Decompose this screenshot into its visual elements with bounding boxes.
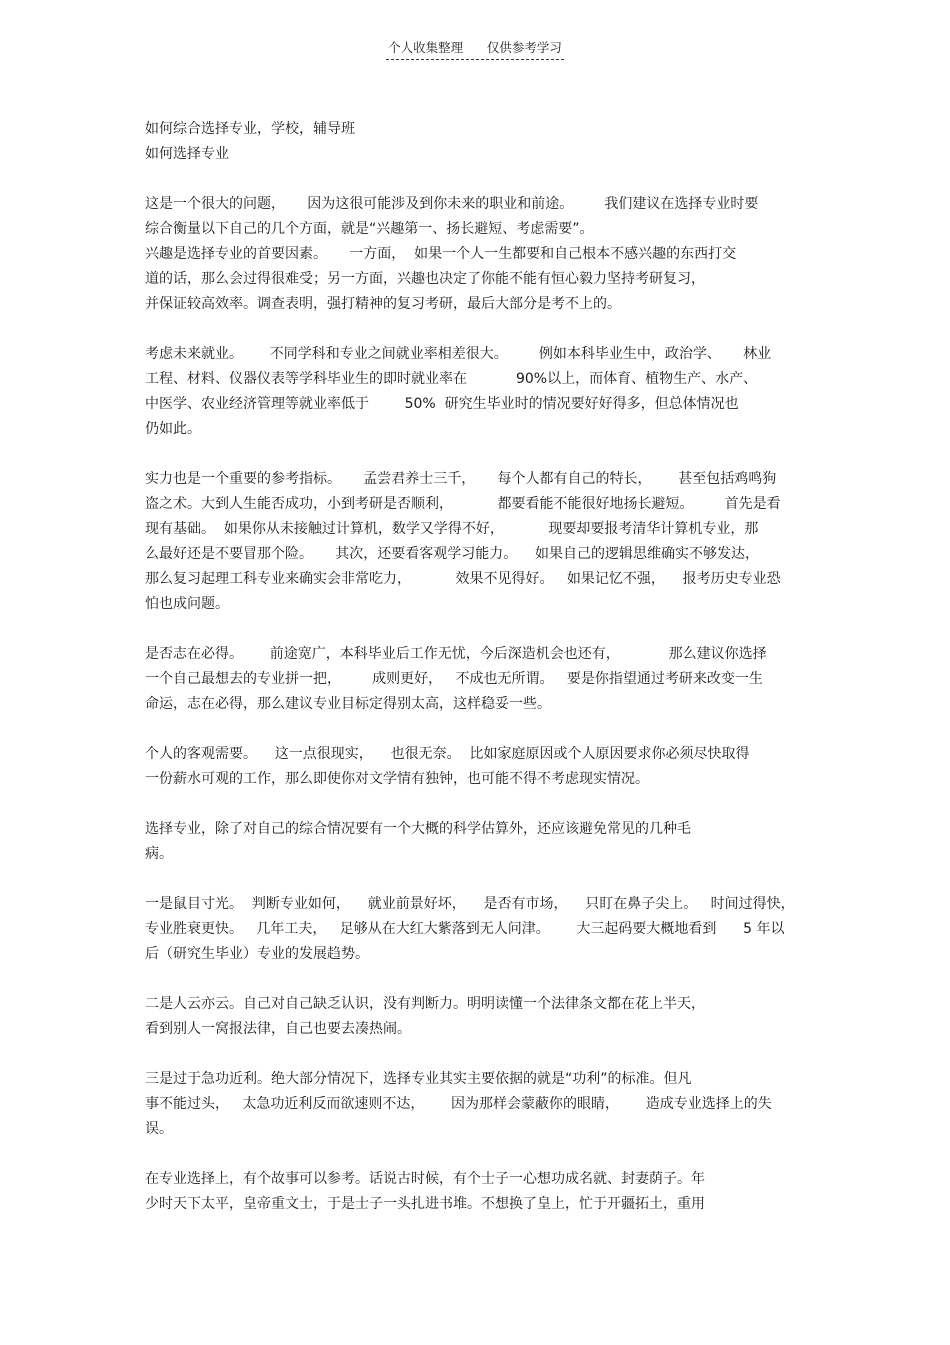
paragraph-line: 并保证较高效率。调查表明，强打精神的复习考研，最后大部分是考不上的。 xyxy=(145,296,621,312)
document-title: 如何综合选择专业，学校，辅导班 xyxy=(145,121,355,137)
paragraph-story xyxy=(145,1167,810,1217)
paragraph-line: 专业胜衰更快。 几年工夫， 足够从在大红大紫落到无人问津。 大三起码要大概地看到 5 年以 xyxy=(145,921,785,937)
paragraph-line: 盗之术。大到人生能否成功，小到考研是否顺利， 都要看能不能很好地扬长避短。 首先是看 xyxy=(145,496,781,512)
paragraph-line: 一份薪水可观的工作，那么即使你对文学情有独钟，也可能不得不考虑现实情况。 xyxy=(145,771,649,787)
paragraph-line: 工程、材料、仪器仪表等学科毕业生的即时就业率在 90%以上，而体育、植物生产、水产、 xyxy=(145,371,758,387)
paragraph-line: 事不能过头， 太急功近利反而欲速则不达， 因为那样会蒙蔽你的眼睛， 造成专业选择上的失 xyxy=(145,1096,772,1112)
page-header xyxy=(0,38,950,60)
paragraph-line: 误。 xyxy=(145,1121,173,1137)
paragraph-interest xyxy=(145,192,810,317)
paragraph-line: 二是人云亦云。自己对自己缺乏认识，没有判断力。明明读懂一个法律条文都在花上半天， xyxy=(145,996,705,1012)
document-body xyxy=(145,117,810,1217)
paragraph-line: 看到别人一窝报法律，自己也要去凑热闹。 xyxy=(145,1021,411,1037)
paragraph-line: 选择专业，除了对自己的综合情况要有一个大概的科学估算外，还应该避免常见的几种毛 xyxy=(145,821,691,837)
paragraph-personal-needs xyxy=(145,742,810,792)
paragraph-common-mistakes xyxy=(145,817,810,867)
paragraph-line: 三是过于急功近利。绝大部分情况下，选择专业其实主要依据的就是“功利”的标准。但凡 xyxy=(145,1071,692,1087)
paragraph-line: 后（研究生毕业）专业的发展趋势。 xyxy=(145,946,369,962)
paragraph-line: 现有基础。 如果你从未接触过计算机，数学又学得不好， 现要却要报考清华计算机专业，那 xyxy=(145,521,759,537)
paragraph-employment xyxy=(145,342,810,442)
paragraph-line: 么最好还是不要冒那个险。 其次，还要看客观学习能力。 如果自己的逻辑思维确实不够发达， xyxy=(145,546,760,562)
paragraph-line: 个人的客观需要。 这一点很现实， 也很无奈。 比如家庭原因或个人原因要求你必须尽快取得 xyxy=(145,746,750,762)
paragraph-line: 一个自己最想去的专业拼一把， 成则更好， 不成也无所谓。 要是你指望通过考研来改变一生 xyxy=(145,671,763,687)
paragraph-line: 这是一个很大的问题， 因为这很可能涉及到你未来的职业和前途。 我们建议在选择专业时要 xyxy=(145,196,759,212)
paragraph-line: 仍如此。 xyxy=(145,421,201,437)
paragraph-line: 综合衡量以下自己的几个方面，就是“兴趣第一、扬长避短、考虑需要”。 xyxy=(145,221,594,237)
paragraph-line: 道的话，那么会过得很难受；另一方面，兴趣也决定了你能不能有恒心毅力坚持考研复习， xyxy=(145,271,705,287)
paragraph-following-crowd xyxy=(145,992,810,1042)
paragraph-ability xyxy=(145,467,810,617)
section-heading: 如何选择专业 xyxy=(145,146,229,162)
paragraph-line: 中医学、农业经济管理等就业率低于 50% 研究生毕业时的情况要好好得多，但总体情况也 xyxy=(145,396,739,412)
paragraph-line: 命运，志在必得，那么建议专业目标定得别太高，这样稳妥一些。 xyxy=(145,696,551,712)
paragraph-line: 兴趣是选择专业的首要因素。 一方面， 如果一个人一生都要和自己根本不感兴趣的东西打交 xyxy=(145,246,737,262)
header-text: 个人收集整理 仅供参考学习 xyxy=(386,38,564,60)
paragraph-line: 怕也成问题。 xyxy=(145,596,229,612)
paragraph-line: 病。 xyxy=(145,846,173,862)
paragraph-line: 少时天下太平，皇帝重文士，于是士子一头扎进书堆。不想换了皇上，忙于开疆拓土，重用 xyxy=(145,1196,705,1212)
paragraph-line: 那么复习起理工科专业来确实会非常吃力， 效果不见得好。 如果记忆不强， 报考历史专业恐 xyxy=(145,571,781,587)
paragraph-utilitarian xyxy=(145,1067,810,1142)
paragraph-line: 考虑未来就业。 不同学科和专业之间就业率相差很大。 例如本科毕业生中，政治学、 林业 xyxy=(145,346,772,362)
paragraph-line: 在专业选择上，有个故事可以参考。话说古时候，有个士子一心想功成名就、封妻荫子。年 xyxy=(145,1171,705,1187)
paragraph-shortsighted xyxy=(145,892,810,967)
paragraph-line: 一是鼠目寸光。 判断专业如何， 就业前景好坏， 是否有市场， 只盯在鼻子尖上。 时间过得快， xyxy=(145,896,795,912)
paragraph-determination xyxy=(145,642,810,717)
paragraph-line: 是否志在必得。 前途宽广，本科毕业后工作无忧，今后深造机会也还有， 那么建议你选择 xyxy=(145,646,767,662)
paragraph-line: 实力也是一个重要的参考指标。 孟尝君养士三千， 每个人都有自己的特长， 甚至包括鸡鸣狗 xyxy=(145,471,777,487)
